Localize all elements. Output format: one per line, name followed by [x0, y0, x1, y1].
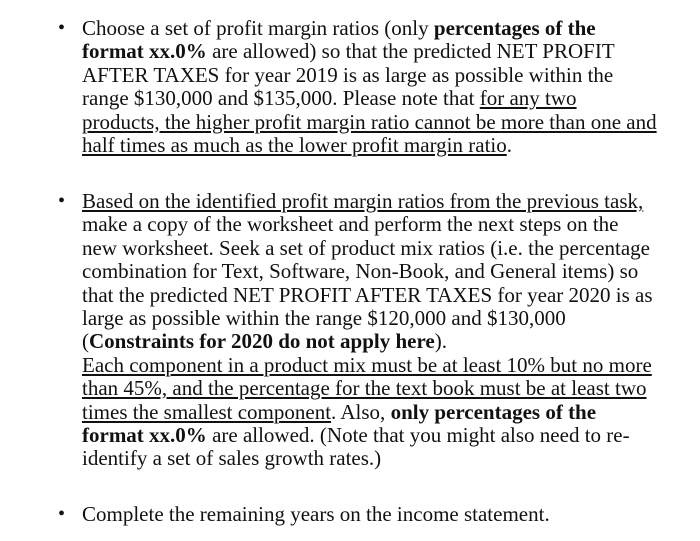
bold-segment: only percentages of the format xx.0% [82, 399, 597, 448]
bullet-text [82, 17, 658, 157]
text-segment: make a copy of the worksheet and perform the next steps on the new worksheet. Seek a set of product mix ratios (i.e. the percentage combination for Text, Software, Non-Book, and General items) so that the predicted NET PROFIT AFTER TAXES for year 2020 is as large as possible within the range $120,000 and $130,000 ( [82, 212, 653, 354]
underlined-segment: Each component in a product mix must be at least 10% but no more than 45%, and the percentage for the text book must be at least two times the smallest component [82, 352, 652, 424]
bold-segment: percentages of the format xx.0% [82, 16, 596, 64]
bullet-item-complete-years [58, 503, 658, 526]
text-segment: . Also, [331, 399, 391, 424]
text-segment: are allowed) so that the predicted NET PROFIT AFTER TAXES for year 2019 is as large as possible within the range $130,000 and $135,000. Please note that [82, 39, 615, 111]
bullet-icon: • [58, 190, 66, 212]
text-segment: ). [434, 329, 448, 354]
bold-segment: Constraints for 2020 do not apply here [89, 329, 435, 354]
text-segment: are allowed. (Note that you might also need to re-identify a set of sales growth rates.) [82, 423, 630, 471]
bullet-icon: • [58, 503, 66, 525]
bullet-text [82, 503, 658, 526]
underlined-segment: for any two products, the higher profit margin ratio cannot be more than one and half times as much as the lower profit margin ratio [82, 86, 657, 158]
bullet-item-product-mix [58, 190, 658, 471]
text-segment: Complete the remaining years on the income statement. [82, 502, 550, 526]
bullet-text [82, 190, 658, 471]
text-segment: . [506, 133, 512, 158]
bullet-icon: • [58, 17, 66, 39]
underlined-segment: Based on the identified profit margin ratios from the previous task, [82, 189, 644, 213]
text-segment: Choose a set of profit margin ratios (only [82, 16, 434, 40]
bullet-item-profit-margin [58, 17, 658, 157]
